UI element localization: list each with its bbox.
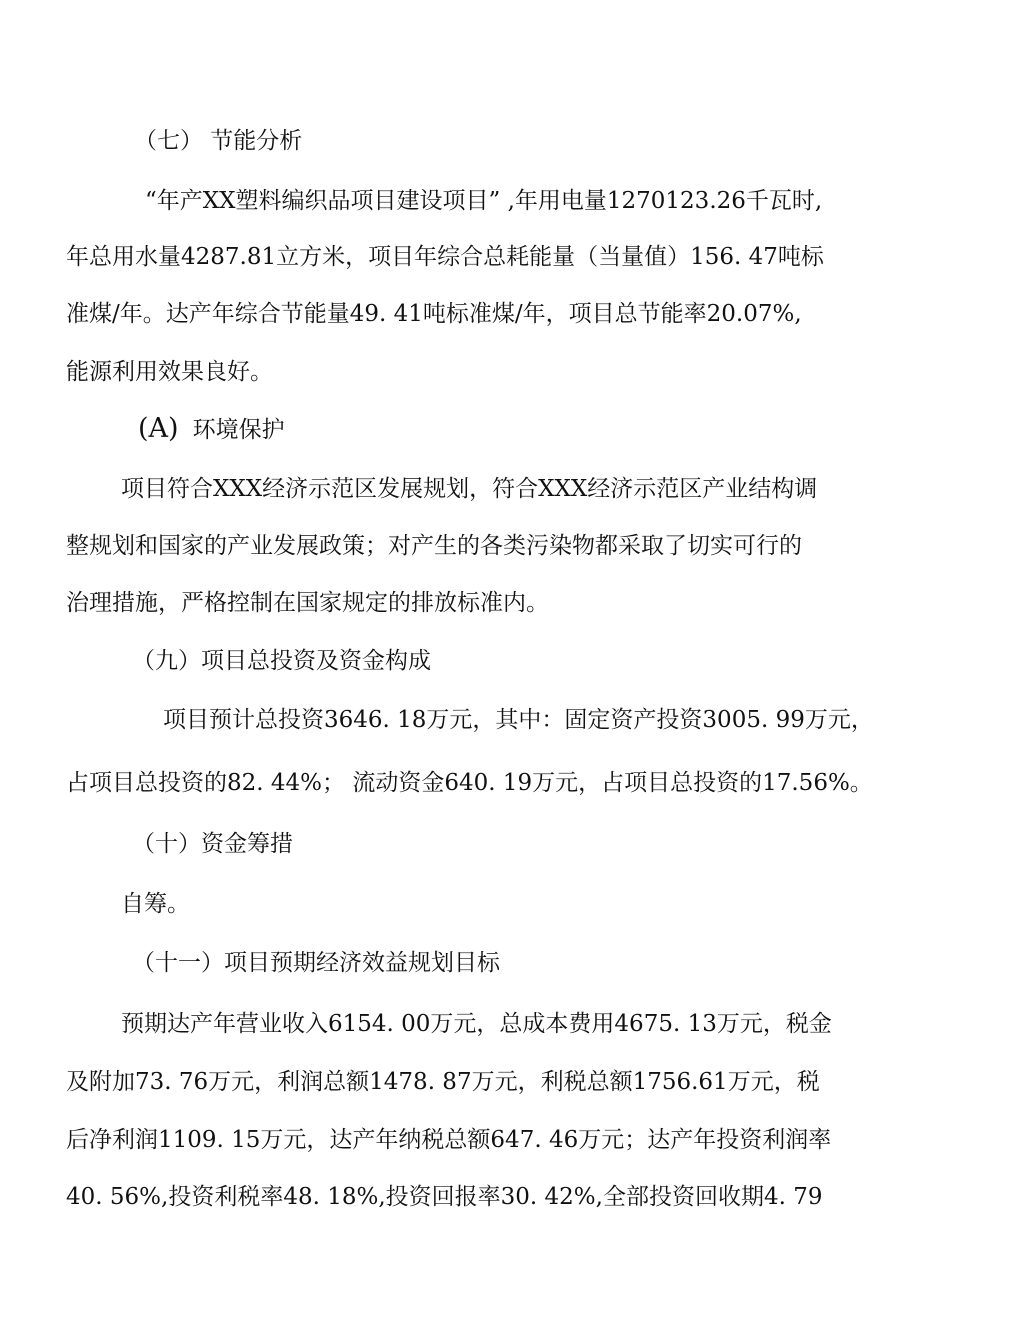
heading-text: 环境保护 <box>192 417 285 443</box>
heading-environment-protection <box>138 414 285 445</box>
paragraph-line: 预期达产年营业收入6154. 00万元，总成本费用4675. 13万元，税金 <box>121 1011 832 1037</box>
paragraph-line: 后净利润1109. 15万元，达产年纳税总额647. 46万元；达产年投资利润率 <box>66 1127 832 1153</box>
paragraph-line: 占项目总投资的82. 44%； 流动资金640. 19万元，占项目总投资的17.56%。 <box>66 770 873 796</box>
paragraph-line: 项目预计总投资3646. 18万元，其中：固定资产投资3005. 99万元， <box>163 707 874 733</box>
paragraph-line: 准煤/年。达产年综合节能量49. 41吨标准煤/年，项目总节能率20.07%, <box>66 301 802 327</box>
paragraph-line: 及附加73. 76万元，利润总额1478. 87万元，利税总额1756.61万元，税 <box>66 1069 820 1095</box>
heading-investment: （九）项目总投资及资金构成 <box>132 648 431 674</box>
heading-energy-analysis: （七） 节能分析 <box>134 128 303 154</box>
paragraph-line: 自筹。 <box>121 891 190 917</box>
paragraph-line: 项目符合XXX经济示范区发展规划，符合XXX经济示范区产业结构调 <box>121 476 818 502</box>
heading-marker: (A) <box>138 413 179 444</box>
paragraph-line: “年产XX塑料编织品项目建设项目” ,年用电量1270123.26千瓦时, <box>145 188 823 214</box>
paragraph-line: 能源利用效果良好。 <box>66 359 273 385</box>
paragraph-line: 40. 56%,投资利税率48. 18%,投资回报率30. 42%,全部投资回收期4. 79 <box>66 1184 823 1210</box>
paragraph-line: 年总用水量4287.81立方米，项目年综合总耗能量（当量值）156. 47吨标 <box>66 244 824 270</box>
heading-financing: （十）资金筹措 <box>132 831 293 857</box>
paragraph-line: 治理措施，严格控制在国家规定的排放标准内。 <box>66 590 549 616</box>
paragraph-line: 整规划和国家的产业发展政策；对产生的各类污染物都采取了切实可行的 <box>66 533 802 559</box>
heading-economic-benefit: （十一）项目预期经济效益规划目标 <box>132 950 500 976</box>
